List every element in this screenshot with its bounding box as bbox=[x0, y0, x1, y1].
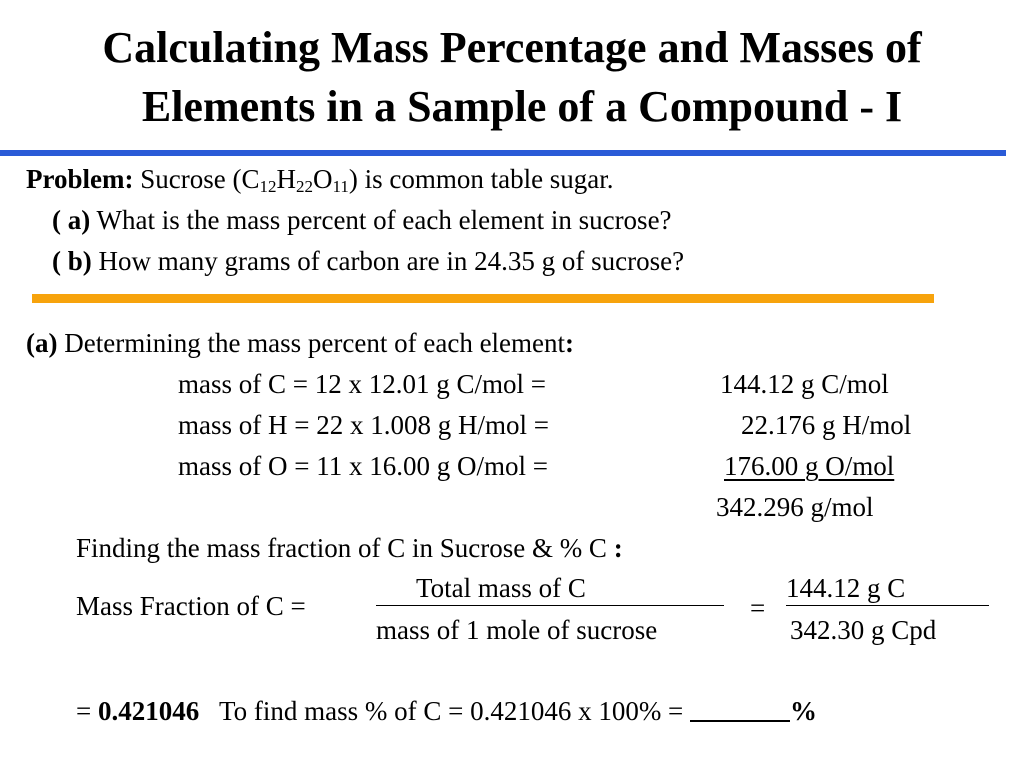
percent-calculation: To find mass % of C = 0.421046 x 100% = bbox=[219, 696, 684, 726]
fraction-numerator-1: Total mass of C bbox=[416, 573, 586, 603]
percent-sign: % bbox=[790, 696, 818, 726]
mass-fraction-label: Mass Fraction of C = bbox=[76, 591, 306, 621]
calc-row-oxygen: mass of O = 11 x 16.00 g O/mol = bbox=[178, 451, 548, 481]
mass-fraction-intro-text: Finding the mass fraction of C in Sucrose & % C bbox=[76, 533, 614, 563]
problem-label: Problem: bbox=[26, 164, 134, 194]
mass-fraction-value: 0.421046 bbox=[97, 696, 200, 726]
question-b-open: ( bbox=[52, 246, 68, 276]
fraction-denominator-1: mass of 1 mole of sucrose bbox=[376, 615, 658, 645]
calc-row-hydrogen: mass of H = 22 x 1.008 g H/mol = bbox=[178, 410, 549, 440]
part-a-heading-text: Determining the mass percent of each element bbox=[64, 328, 566, 358]
subscript-carbon: 12 bbox=[259, 177, 277, 196]
subscript-hydrogen: 22 bbox=[295, 177, 313, 196]
section-divider bbox=[32, 294, 934, 303]
fraction-bar-1 bbox=[376, 605, 724, 606]
part-a-colon: : bbox=[565, 328, 575, 358]
subscript-oxygen: 11 bbox=[332, 177, 349, 196]
question-a-letter: a) bbox=[67, 205, 91, 235]
result-row-hydrogen: 22.176 g H/mol bbox=[741, 410, 912, 440]
result-row-oxygen: 176.00 g O/mol bbox=[724, 451, 895, 481]
page-title-line-2: Elements in a Sample of a Compound - I bbox=[141, 82, 903, 131]
problem-intro: Sucrose (C bbox=[140, 164, 260, 194]
problem-statement bbox=[26, 162, 614, 196]
fraction-numerator-2: 144.12 g C bbox=[786, 573, 906, 603]
part-a-label: (a) bbox=[26, 328, 58, 358]
title-divider bbox=[0, 150, 1006, 156]
result-line bbox=[76, 694, 817, 728]
question-a-text: What is the mass percent of each element in sucrose? bbox=[96, 205, 672, 235]
fraction-equals: = bbox=[750, 593, 766, 623]
question-b-letter: b) bbox=[67, 246, 92, 276]
mass-fraction-intro-colon: : bbox=[613, 533, 623, 563]
problem-intro-end: ) is common table sugar. bbox=[348, 164, 614, 194]
question-a bbox=[52, 203, 672, 237]
result-equals: = bbox=[76, 696, 92, 726]
fraction-bar-2 bbox=[786, 605, 989, 606]
question-a-open: ( bbox=[52, 205, 68, 235]
result-row-carbon: 144.12 g C/mol bbox=[720, 369, 889, 399]
mass-fraction-intro bbox=[76, 531, 623, 565]
formula-h: H bbox=[276, 164, 296, 194]
fraction-denominator-2: 342.30 g Cpd bbox=[790, 615, 937, 645]
page-title-line-1: Calculating Mass Percentage and Masses of bbox=[102, 23, 922, 72]
formula-o: O bbox=[312, 164, 333, 194]
part-a-heading bbox=[26, 326, 574, 360]
question-b-text: How many grams of carbon are in 24.35 g of sucrose? bbox=[98, 246, 685, 276]
answer-blank bbox=[690, 694, 790, 722]
molar-mass-total: 342.296 g/mol bbox=[716, 492, 874, 522]
calc-row-carbon: mass of C = 12 x 12.01 g C/mol = bbox=[178, 369, 546, 399]
question-b bbox=[52, 244, 684, 278]
